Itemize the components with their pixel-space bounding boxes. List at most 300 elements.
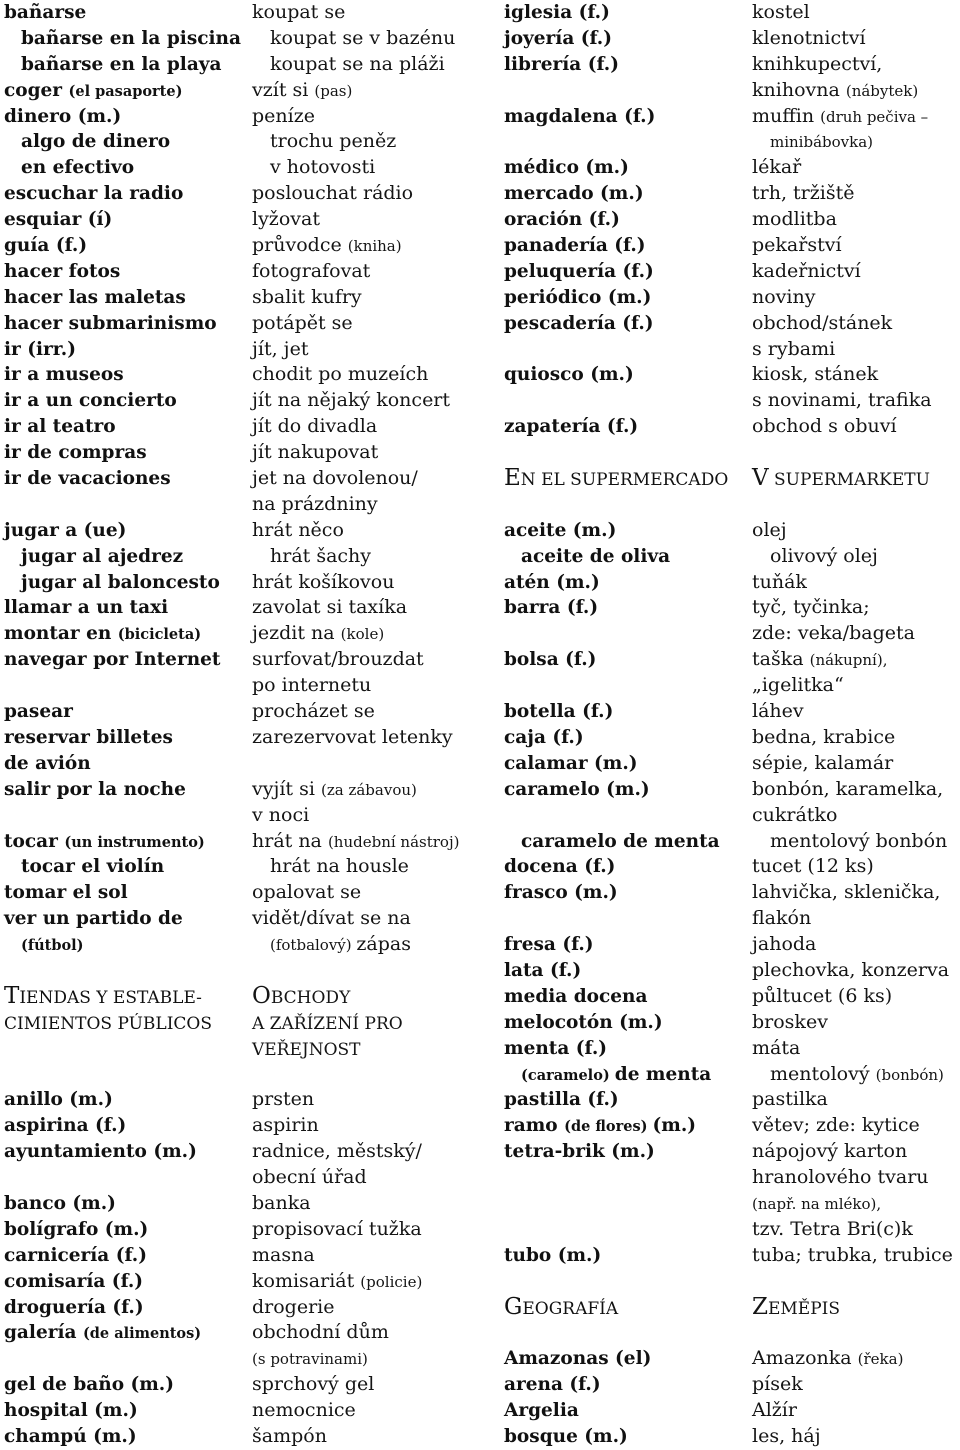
glossary-entry xyxy=(4,1372,244,1398)
entry-term: surfovat/brouzdat xyxy=(252,648,424,671)
entry-term: hrát košíkovou xyxy=(252,570,395,593)
glossary-entry xyxy=(4,0,244,26)
entry-term: obchod/stánek xyxy=(752,311,893,334)
glossary-entry xyxy=(752,1243,960,1269)
glossary-entry xyxy=(4,155,244,181)
glossary-entry xyxy=(252,621,500,647)
entry-term: tomar el sol xyxy=(4,882,128,904)
entry-term: sbalit kufry xyxy=(252,285,362,308)
entry-term: ir a un concierto xyxy=(4,390,177,412)
glossary-entry xyxy=(252,466,500,492)
glossary-entry xyxy=(252,388,500,414)
entry-term: Amazonas (el) xyxy=(504,1348,652,1370)
entry-term: bedna, krabice xyxy=(752,725,896,748)
glossary-entry xyxy=(504,0,748,26)
glossary-entry xyxy=(4,1269,244,1295)
glossary-entry xyxy=(752,233,960,259)
entry-term: algo de dinero xyxy=(21,131,171,153)
glossary-entry xyxy=(252,492,500,518)
glossary-entry xyxy=(252,1165,500,1191)
glossary-entry xyxy=(4,233,244,259)
entry-term: peníze xyxy=(252,104,315,127)
entry-term: procházet se xyxy=(252,700,375,723)
entry-term: klenotnictví xyxy=(752,26,866,49)
entry-note: (fotbalový) xyxy=(270,936,357,955)
entry-term: pescadería (f.) xyxy=(504,312,654,334)
entry-term: aspirina (f.) xyxy=(4,1115,127,1137)
entry-term: jít nakupovat xyxy=(252,441,379,464)
glossary-entry xyxy=(752,129,960,155)
glossary-entry xyxy=(4,129,244,155)
glossary-entry xyxy=(504,311,748,337)
glossary-entry xyxy=(4,518,244,544)
entry-term: melocotón (m.) xyxy=(504,1011,663,1033)
glossary-entry xyxy=(252,725,500,751)
section-heading-rest: SUPERMARKETU xyxy=(768,470,930,491)
entry-term: menta (f.) xyxy=(504,1037,608,1059)
glossary-entry xyxy=(252,1243,500,1269)
glossary-entry xyxy=(252,1346,500,1372)
entry-term: pekařství xyxy=(752,234,842,257)
glossary-entry xyxy=(752,544,960,570)
glossary-entry xyxy=(252,1217,500,1243)
spacer xyxy=(4,1062,244,1088)
entry-term: lékař xyxy=(752,156,802,179)
entry-term: quiosco (m.) xyxy=(504,364,634,386)
glossary-entry xyxy=(252,673,500,699)
section-heading-rest: BCHODY xyxy=(270,987,351,1008)
glossary-entry xyxy=(504,1243,748,1269)
spacer xyxy=(752,492,960,518)
glossary-entry xyxy=(252,932,500,958)
entry-term: hrát na housle xyxy=(270,855,409,878)
glossary-entry xyxy=(252,1320,500,1346)
entry-term-continued: de menta xyxy=(614,1063,712,1085)
glossary-entry xyxy=(4,285,244,311)
glossary-entry xyxy=(4,854,244,880)
entry-term: šampón xyxy=(252,1424,327,1447)
glossary-entry xyxy=(752,958,960,984)
entry-term: jezdit na xyxy=(252,622,341,645)
entry-term: dinero (m.) xyxy=(4,105,122,127)
glossary-entry xyxy=(504,570,748,596)
entry-term: radnice, městský/ xyxy=(252,1140,422,1163)
spacer xyxy=(504,906,748,932)
glossary-entry xyxy=(4,388,244,414)
spacer xyxy=(504,388,748,414)
entry-term: salir por la noche xyxy=(4,778,186,800)
glossary-entry xyxy=(504,751,748,777)
glossary-entry xyxy=(752,285,960,311)
glossary-entry xyxy=(504,233,748,259)
entry-note: (caramelo) xyxy=(521,1066,615,1084)
glossary-entry xyxy=(252,233,500,259)
glossary-entry xyxy=(252,854,500,880)
glossary-entry xyxy=(4,725,244,751)
entry-term: máta xyxy=(752,1036,801,1059)
glossary-entry xyxy=(4,1295,244,1321)
entry-term: ir de vacaciones xyxy=(4,468,171,490)
glossary-entry xyxy=(4,1217,244,1243)
spacer xyxy=(504,1269,748,1295)
glossary-entry xyxy=(752,207,960,233)
entry-term-continued: (m.) xyxy=(652,1115,697,1137)
entry-term: nápojový karton xyxy=(752,1140,908,1163)
entry-term: comisaría (f.) xyxy=(4,1270,144,1292)
glossary-entry xyxy=(504,1062,748,1088)
entry-term: bolsa (f.) xyxy=(504,649,597,671)
spacer xyxy=(4,673,244,699)
glossary-entry xyxy=(752,78,960,104)
glossary-entry xyxy=(252,880,500,906)
entry-term: Alžír xyxy=(752,1399,797,1422)
glossary-entry xyxy=(752,388,960,414)
glossary-entry xyxy=(4,1398,244,1424)
spacer xyxy=(752,1269,960,1295)
entry-term: masna xyxy=(252,1243,315,1266)
entry-term: v hotovosti xyxy=(270,156,376,179)
spacer xyxy=(504,129,748,155)
glossary-entry xyxy=(504,1424,748,1450)
entry-term: bañarse xyxy=(4,2,87,23)
section-heading xyxy=(752,466,960,492)
section-heading xyxy=(752,1295,960,1321)
glossary-entry xyxy=(752,181,960,207)
spanish-column-left xyxy=(4,0,244,1450)
entry-term: botella (f.) xyxy=(504,701,614,723)
section-heading-rest: EOGRAFÍA xyxy=(522,1298,619,1319)
entry-term: bañarse en la piscina xyxy=(21,27,241,49)
entry-term: reservar billetes xyxy=(4,726,173,748)
glossary-entry xyxy=(504,1113,748,1139)
entry-term: nemocnice xyxy=(252,1399,356,1422)
entry-term: coger xyxy=(4,79,69,101)
glossary-entry xyxy=(752,1346,960,1372)
glossary-entry xyxy=(504,26,748,52)
entry-term: magdalena (f.) xyxy=(504,105,656,127)
entry-term: v noci xyxy=(252,803,310,826)
entry-note: (druh pečiva – xyxy=(820,107,929,126)
glossary-entry xyxy=(752,1372,960,1398)
entry-term: s novinami, trafika xyxy=(752,389,932,412)
glossary-entry xyxy=(504,207,748,233)
entry-term: sprchový gel xyxy=(252,1373,375,1396)
entry-term: písek xyxy=(752,1373,803,1396)
glossary-entry xyxy=(752,803,960,829)
section-heading-rest: IENDAS Y ESTABLE- xyxy=(19,987,202,1008)
section-heading xyxy=(4,984,244,1010)
spacer xyxy=(752,1320,960,1346)
glossary-entry xyxy=(4,544,244,570)
entry-term: knihovna xyxy=(752,78,846,101)
glossary-entry xyxy=(752,1398,960,1424)
glossary-entry xyxy=(752,1217,960,1243)
spacer xyxy=(504,78,748,104)
entry-term: galería xyxy=(4,1322,83,1344)
glossary-entry xyxy=(504,880,748,906)
glossary-entry xyxy=(752,1424,960,1450)
glossary-entry xyxy=(504,1346,748,1372)
entry-term: en efectivo xyxy=(21,157,135,179)
entry-term: les, háj xyxy=(752,1424,821,1447)
glossary-entry xyxy=(752,155,960,181)
glossary-entry xyxy=(4,207,244,233)
entry-term: sépie, kalamár xyxy=(752,751,894,774)
entry-note: (fútbol) xyxy=(21,937,84,955)
entry-note: (bicicleta) xyxy=(117,626,202,644)
entry-term: bonbón, karamelka, xyxy=(752,777,944,800)
glossary-entry xyxy=(752,362,960,388)
entry-term: větev; zde: kytice xyxy=(752,1114,920,1137)
entry-term: hacer submarinismo xyxy=(4,312,217,334)
glossary-entry xyxy=(752,337,960,363)
entry-term: aceite (m.) xyxy=(504,519,617,541)
glossary-entry xyxy=(752,1191,960,1217)
entry-term: escuchar la radio xyxy=(4,183,184,205)
entry-term: oración (f.) xyxy=(504,209,620,231)
entry-term: průvodce xyxy=(252,234,348,257)
glossary-entry xyxy=(504,518,748,544)
glossary-entry xyxy=(504,52,748,78)
glossary-entry xyxy=(4,337,244,363)
entry-term: koupat se v bazénu xyxy=(270,26,456,49)
entry-term: hrát na xyxy=(252,829,328,852)
glossary-entry xyxy=(504,1398,748,1424)
entry-term: caja (f.) xyxy=(504,726,584,748)
entry-term: kiosk, stánek xyxy=(752,363,879,386)
glossary-entry xyxy=(4,1087,244,1113)
entry-term: tocar el violín xyxy=(21,856,165,878)
entry-term: pastilka xyxy=(752,1088,828,1111)
glossary-entry xyxy=(752,259,960,285)
entry-term: noviny xyxy=(752,285,816,308)
glossary-entry xyxy=(504,854,748,880)
entry-term: anillo (m.) xyxy=(4,1089,113,1111)
entry-term: láhev xyxy=(752,700,804,723)
glossary-entry xyxy=(752,1036,960,1062)
entry-term: tzv. Tetra Bri(c)k xyxy=(752,1217,913,1240)
spacer xyxy=(504,1165,748,1191)
entry-term: muffin xyxy=(752,104,821,127)
glossary-entry xyxy=(252,207,500,233)
entry-term: montar en xyxy=(4,623,118,645)
glossary-entry xyxy=(252,570,500,596)
entry-term: hacer fotos xyxy=(4,260,121,282)
glossary-entry xyxy=(4,362,244,388)
entry-term: taška xyxy=(752,648,810,671)
entry-term: mentolový xyxy=(770,1062,876,1085)
glossary-entry xyxy=(4,311,244,337)
entry-term: esquiar (í) xyxy=(4,209,113,231)
glossary-entry xyxy=(252,26,500,52)
entry-term: cukrátko xyxy=(752,803,838,826)
glossary-entry xyxy=(4,78,244,104)
glossary-entry xyxy=(4,104,244,130)
glossary-entry xyxy=(252,1295,500,1321)
entry-term: arena (f.) xyxy=(504,1374,601,1396)
entry-term: iglesia (f.) xyxy=(504,2,610,23)
section-heading-rest: A ZAŘÍZENÍ PRO xyxy=(252,1013,403,1034)
glossary-entry xyxy=(504,544,748,570)
entry-term: „igelitka“ xyxy=(752,674,844,697)
spacer xyxy=(504,440,748,466)
glossary-entry xyxy=(4,52,244,78)
entry-term: jugar al baloncesto xyxy=(21,571,220,593)
glossary-entry xyxy=(4,621,244,647)
entry-term: fotografovat xyxy=(252,259,371,282)
glossary-entry xyxy=(252,544,500,570)
spanish-column-right xyxy=(504,0,748,1450)
glossary-entry xyxy=(752,1165,960,1191)
entry-term: caramelo de menta xyxy=(521,830,720,852)
entry-term: olej xyxy=(752,518,787,541)
entry-term: librería (f.) xyxy=(504,53,619,75)
glossary-entry xyxy=(504,1010,748,1036)
entry-term: olivový olej xyxy=(770,544,878,567)
glossary-entry xyxy=(504,285,748,311)
spacer xyxy=(4,1346,244,1372)
entry-term: tuba; trubka, trubice xyxy=(752,1243,953,1266)
glossary-entry xyxy=(504,1372,748,1398)
glossary-entry xyxy=(252,647,500,673)
spacer xyxy=(504,1320,748,1346)
glossary-entry xyxy=(252,1113,500,1139)
entry-term: hranolového tvaru xyxy=(752,1166,929,1189)
entry-term: propisovací tužka xyxy=(252,1217,422,1240)
entry-term: modlitba xyxy=(752,208,837,231)
section-heading xyxy=(252,984,500,1010)
glossary-entry xyxy=(4,1320,244,1346)
glossary-entry xyxy=(504,984,748,1010)
glossary-entry xyxy=(252,78,500,104)
entry-term: jet na dovolenou/ xyxy=(252,467,418,490)
entry-term: tetra-brik (m.) xyxy=(504,1141,655,1163)
glossary-entry xyxy=(4,466,244,492)
entry-term: chodit po muzeích xyxy=(252,363,429,386)
entry-note: (policie) xyxy=(360,1272,423,1291)
entry-term: llamar a un taxi xyxy=(4,597,169,619)
glossary-entry xyxy=(252,595,500,621)
glossary-entry xyxy=(252,155,500,181)
entry-term: carnicería (f.) xyxy=(4,1244,147,1266)
entry-term: půltucet (6 ks) xyxy=(752,984,893,1007)
entry-term: po internetu xyxy=(252,674,372,697)
glossary-entry xyxy=(752,621,960,647)
glossary-entry xyxy=(252,181,500,207)
entry-term: caramelo (m.) xyxy=(504,778,650,800)
glossary-entry xyxy=(752,880,960,906)
entry-term: hacer las maletas xyxy=(4,286,186,308)
glossary-entry xyxy=(504,647,748,673)
entry-term: champú (m.) xyxy=(4,1425,137,1447)
section-heading-initial: T xyxy=(4,982,20,1009)
glossary-entry xyxy=(4,259,244,285)
entry-term: poslouchat rádio xyxy=(252,182,414,205)
section-heading-rest: VEŘEJNOST xyxy=(252,1039,361,1060)
glossary-entry xyxy=(252,1269,500,1295)
glossary-entry xyxy=(504,362,748,388)
entry-term: bañarse en la playa xyxy=(21,53,222,75)
entry-term: plechovka, konzerva xyxy=(752,958,950,981)
entry-term: de avión xyxy=(4,752,91,774)
entry-term: ver un partido de xyxy=(4,908,183,930)
glossary-entry xyxy=(4,414,244,440)
entry-note: (pas) xyxy=(314,81,353,100)
glossary-entry xyxy=(504,1036,748,1062)
glossary-entry xyxy=(504,958,748,984)
glossary-entry xyxy=(752,52,960,78)
glossary-entry xyxy=(504,595,748,621)
glossary-entry xyxy=(504,155,748,181)
glossary-entry xyxy=(4,595,244,621)
glossary-entry xyxy=(752,311,960,337)
glossary-entry xyxy=(752,1010,960,1036)
section-heading-initial: G xyxy=(504,1293,523,1320)
entry-term: aspirin xyxy=(252,1114,319,1137)
entry-note: (bonbón) xyxy=(875,1065,944,1084)
entry-term: pasear xyxy=(4,701,73,723)
glossary-entry xyxy=(752,854,960,880)
section-heading-rest: N EL SUPERMERCADO xyxy=(520,470,729,491)
glossary-entry xyxy=(252,362,500,388)
entry-note: (s potravinami) xyxy=(252,1350,368,1369)
entry-term: ir de compras xyxy=(4,442,147,464)
glossary-entry xyxy=(752,751,960,777)
spacer xyxy=(504,803,748,829)
entry-term: Amazonka xyxy=(752,1347,858,1370)
entry-term: ir al teatro xyxy=(4,416,116,438)
glossary-entry xyxy=(252,1398,500,1424)
glossary-entry xyxy=(252,104,500,130)
entry-term: kadeřnictví xyxy=(752,259,861,282)
entry-term: mercado (m.) xyxy=(504,183,644,205)
entry-term: zapatería (f.) xyxy=(504,416,639,438)
spacer xyxy=(504,337,748,363)
spacer xyxy=(504,1217,748,1243)
glossary-entry xyxy=(752,1062,960,1088)
entry-term: broskev xyxy=(752,1010,828,1033)
spacer xyxy=(252,751,500,777)
entry-term: ir a museos xyxy=(4,364,124,386)
glossary-entry xyxy=(752,518,960,544)
entry-note: (un instrumento) xyxy=(64,833,205,851)
entry-note: (řeka) xyxy=(857,1350,904,1369)
glossary-entry xyxy=(752,725,960,751)
entry-term: obchod s obuví xyxy=(752,415,897,438)
glossary-entry xyxy=(252,440,500,466)
entry-term: jít na nějaký koncert xyxy=(252,389,451,412)
glossary-entry xyxy=(252,0,500,26)
glossary-entry xyxy=(252,311,500,337)
glossary-entry xyxy=(4,829,244,855)
glossary-entry xyxy=(504,932,748,958)
glossary-entry xyxy=(252,777,500,803)
glossary-entry xyxy=(752,699,960,725)
glossary-entry xyxy=(752,647,960,673)
entry-term: Argelia xyxy=(504,1400,579,1422)
entry-note: (nákupní), xyxy=(809,651,888,670)
entry-term: tubo (m.) xyxy=(504,1244,602,1266)
spacer xyxy=(4,492,244,518)
entry-term: calamar (m.) xyxy=(504,752,638,774)
glossary-entry xyxy=(752,932,960,958)
entry-term: fresa (f.) xyxy=(504,934,594,956)
glossary-entry xyxy=(752,906,960,932)
entry-term: droguería (f.) xyxy=(4,1296,144,1318)
entry-term: bolígrafo (m.) xyxy=(4,1218,149,1240)
entry-term: jahoda xyxy=(752,933,817,956)
entry-term: ramo xyxy=(504,1115,565,1137)
